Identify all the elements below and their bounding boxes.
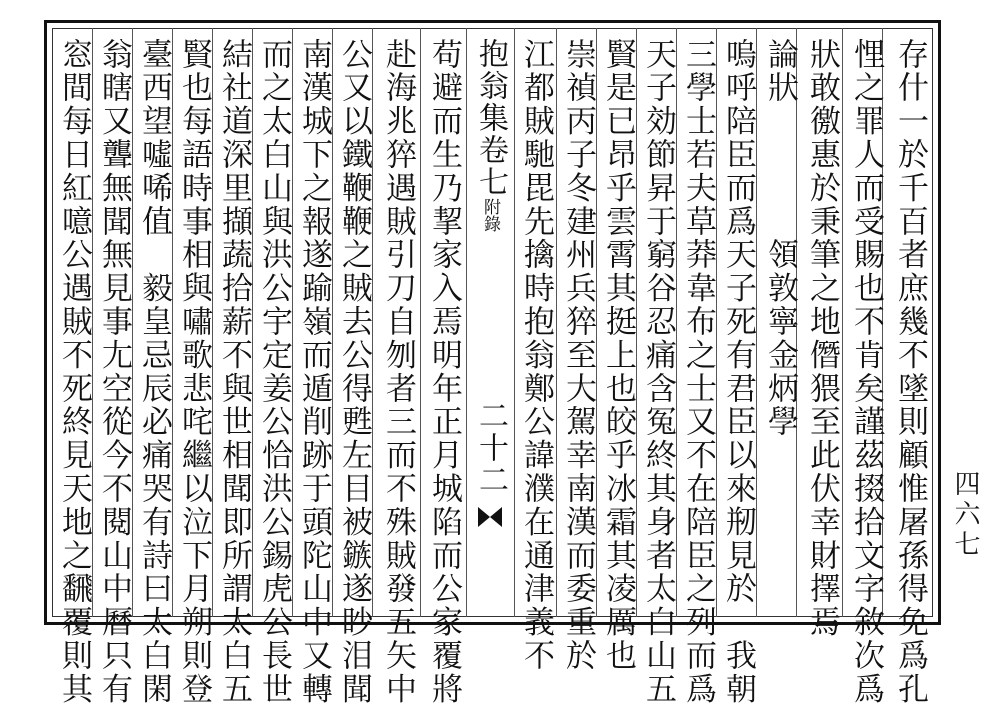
book-title: 抱翁集 (473, 38, 508, 134)
text-column: 悝之罪人而受賜也不肯矣謹茲掇拾文字敘次爲 (848, 38, 884, 706)
text-column: 結社道深里擷蔬拾薪不與世相聞即所謂太白五 (216, 38, 252, 706)
column-rule (636, 28, 637, 617)
column-rule (252, 28, 253, 617)
text-column: 翁瞎又聾無聞無見事尢空從今不閱山中曆只有 (96, 38, 132, 706)
column-rule (292, 28, 293, 617)
column-rule (556, 28, 557, 617)
text-column: 嗚呼陪臣而爲天子死有君臣以來剏見於 我朝 (720, 38, 756, 706)
page-number: 四六七 (950, 470, 980, 560)
column-rule (212, 28, 213, 617)
column-rule (842, 28, 843, 617)
gutter-rule (514, 28, 515, 617)
column-rule (756, 28, 757, 617)
column-rule (92, 28, 93, 617)
column-rule (716, 28, 717, 617)
volume-label: 卷七 (473, 134, 508, 198)
column-rule (132, 28, 133, 617)
text-column: 狀敢徼惠於秉筆之地僭猥至此伏幸財擇焉 (804, 38, 840, 640)
column-rule (596, 28, 597, 617)
text-column: 臺西望噓唏值 毅皇忌辰必痛哭有詩曰太白閑 (136, 38, 172, 706)
leaf-number: 二十二 (473, 400, 508, 496)
column-rule (332, 28, 333, 617)
text-column: 公又以鐵鞭鞭之賊去公得甦左目被鏃遂眇泪聞 (336, 38, 372, 706)
text-column: 赴海兆猝遇賊引刀自刎者三而不殊賊發五矢中 (380, 38, 416, 706)
text-column: 崇禎丙子冬建州兵猝至大駕幸南漢而委重於 (560, 38, 596, 673)
gutter-rule (466, 28, 467, 617)
text-column: 苟避而生乃挈家入焉明年正月城陷而公家覆將 (426, 38, 462, 706)
fish-tail-ornament-icon (476, 505, 504, 529)
text-column: 三學士若夫草莽韋布之士又不在陪臣之列而爲 (680, 38, 716, 706)
column-rule (676, 28, 677, 617)
section-label: 附錄 (480, 198, 500, 232)
column-rule (372, 28, 373, 617)
text-column: 存什一於千百者庶幾不墜則顧惟屠孫得免爲孔 (892, 38, 928, 706)
text-column: 賢是已昂乎雲霄其挺上也皎乎冰霜其凌厲也 (600, 38, 636, 673)
column-rule (172, 28, 173, 617)
column-rule (420, 28, 421, 617)
text-column: 論狀 領敦寧金炳學 (762, 38, 798, 439)
text-column: 南漢城下之報遂踰嶺而遁削跡于頭陀山中又轉 (296, 38, 332, 706)
text-column: 天子効節昇于窮谷忍痛含冤終其身者太白山五 (640, 38, 676, 706)
text-column: 窓間每日紅噫公遇賊不死終見天地之飜覆則其 (56, 38, 92, 706)
text-column: 江都賊馳毘先擒時抱翁鄭公諱濮在通津義不 (518, 38, 554, 673)
text-column: 而之太白山與洪公宇定姜公恰洪公錫虎公長世 (256, 38, 292, 706)
text-column: 賢也每語時事相與嘯歌悲咤繼以泣下月朔則登 (176, 38, 212, 706)
